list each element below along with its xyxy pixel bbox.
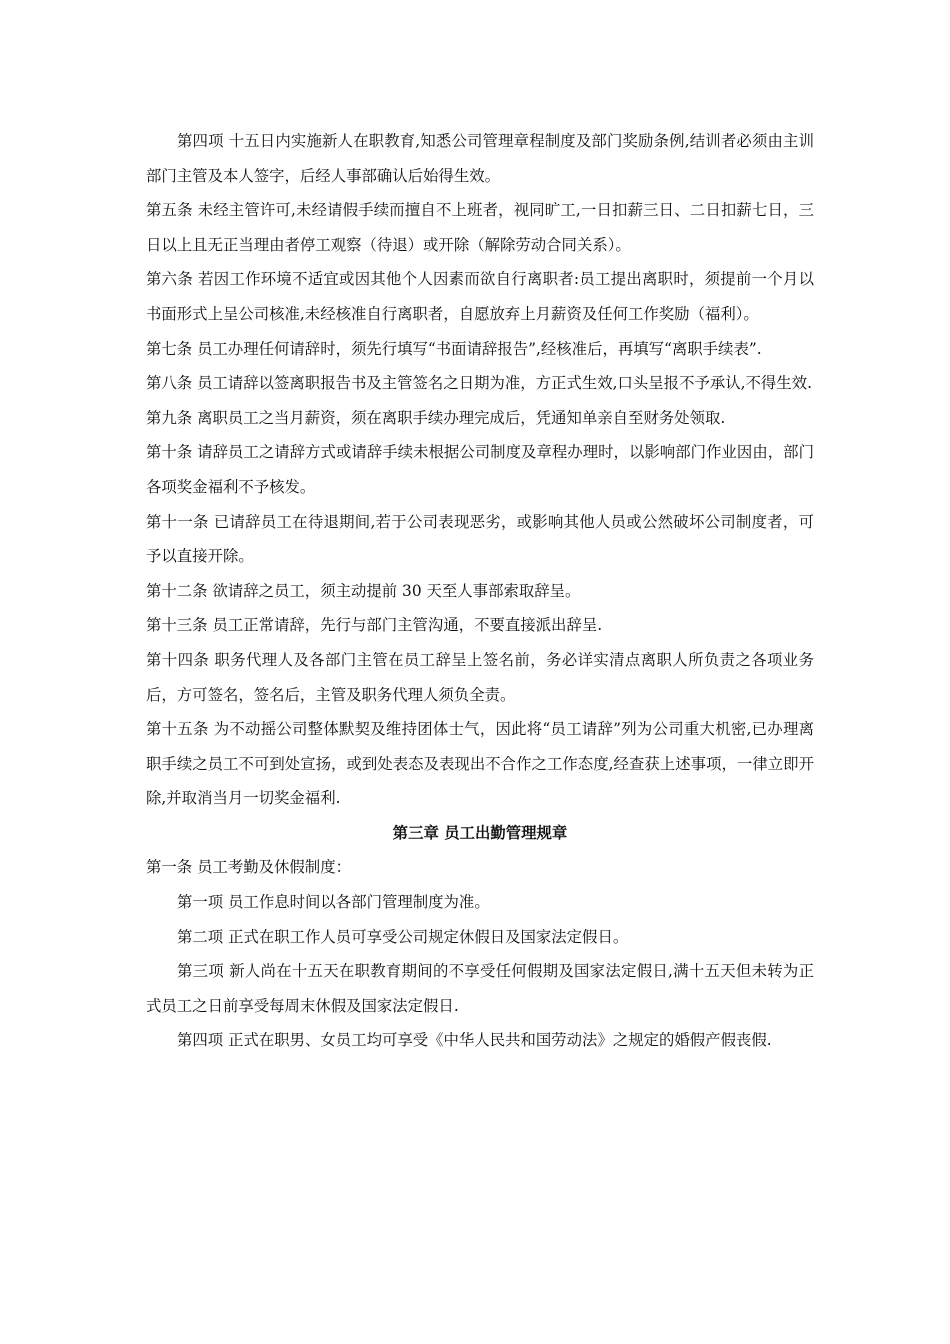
article-fourteen-handover: 第十四条 职务代理人及各部门主管在员工辞呈上签名前，务必详实清点离职人所负责之各项业务后，方可签名，签名后，主管及职务代理人须负全责。 xyxy=(146,650,814,704)
article-ten-bonus-withheld: 第十条 请辞员工之请辞方式或请辞手续未根据公司制度及章程办理时，以影响部门作业因由，部门各项奖金福利不予核发。 xyxy=(146,443,814,496)
article-eleven-dismissal: 第十一条 已请辞员工在待退期间,若于公司表现恶劣，或影响其他人员或公然破坏公司制度者，可予以直接开除。 xyxy=(146,512,814,566)
item-one-work-hours: 第一项 员工作息时间以各部门管理制度为准。 xyxy=(177,893,490,912)
article-six-resignation-notice: 第六条 若因工作环境不适宜或因其他个人因素而欲自行离职者:员工提出离职时，须提前一个月以书面形式上呈公司核准,未经核准自行离职者，自愿放弃上月薪资及任何工作奖励（福利）。 xyxy=(146,270,814,323)
article-five-absenteeism: 第五条 未经主管许可,未经请假手续而擅自不上班者，视同旷工,一日扣薪三日、二日扣薪七日，三日以上且无正当理由者停工观察（待退）或开除（解除劳动合同关系）。 xyxy=(146,201,814,254)
article-fifteen-confidentiality: 第十五条 为不动摇公司整体默契及维持团体士气，因此将“员工请辞”列为公司重大机密,已办理离职手续之员工不可到处宣扬，或到处表态及表现出不合作之工作态度,经查获上述事项，一律立即开除,并取消当月一切奖金福利. xyxy=(146,720,814,808)
article-twelve-advance-notice: 第十二条 欲请辞之员工，须主动提前 30 天至人事部索取辞呈。 xyxy=(146,581,581,600)
item-three-new-hire-holidays: 第三项 新人尚在十五天在职教育期间的不享受任何假期及国家法定假日,满十五天但未转为正式员工之日前享受每周末休假及国家法定假日. xyxy=(146,962,814,1015)
article-one-attendance: 第一条 员工考勤及休假制度： xyxy=(146,858,351,877)
article-nine-final-salary: 第九条 离职员工之当月薪资，须在离职手续办理完成后，凭通知单亲自至财务处领取. xyxy=(146,408,726,427)
item-two-holidays: 第二项 正式在职工作人员可享受公司规定休假日及国家法定假日。 xyxy=(177,927,629,946)
item-four-new-hire-training: 第四项 十五日内实施新人在职教育,知悉公司管理章程制度及部门奖励条例,结训者必须由主训部门主管及本人签字，后经人事部确认后始得生效。 xyxy=(146,132,814,185)
item-four-statutory-leave: 第四项 正式在职男、女员工均可享受《中华人民共和国劳动法》之规定的婚假产假丧假. xyxy=(177,1031,772,1050)
article-seven-resignation-forms: 第七条 员工办理任何请辞时，须先行填写“书面请辞报告”,经核准后，再填写“离职手续表”. xyxy=(146,339,762,358)
article-thirteen-communication: 第十三条 员工正常请辞，先行与部门主管沟通，不要直接派出辞呈. xyxy=(146,616,603,635)
document-body xyxy=(146,124,814,1058)
chapter-heading: 第三章 员工出勤管理规章 xyxy=(392,823,568,842)
article-eight-effective-date: 第八条 员工请辞以签离职报告书及主管签名之日期为准，方正式生效,口头呈报不予承认,不得生效. xyxy=(146,374,812,393)
